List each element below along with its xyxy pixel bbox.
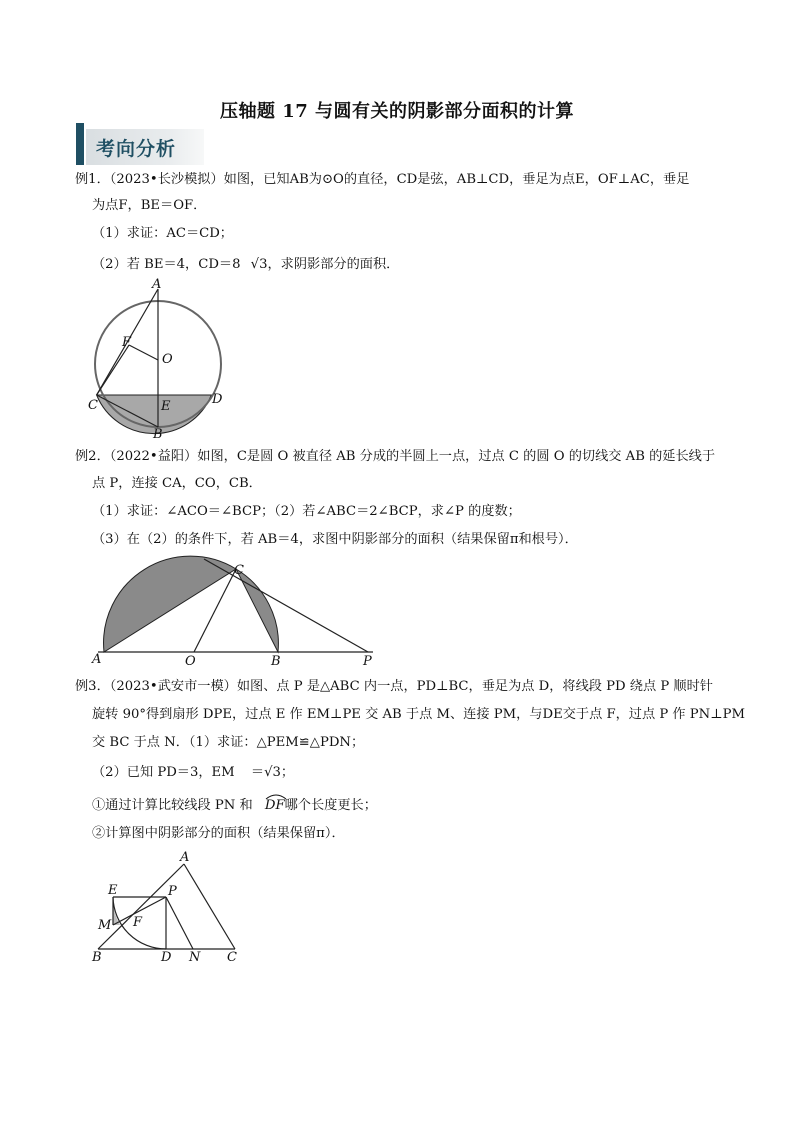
example1-label-a: A xyxy=(152,278,162,292)
example3-label-a: A xyxy=(180,850,190,865)
example2-line1: 例2．（2022•益阳）如图，C是圆 O 被直径 AB 分成的半圆上一点，过点 C 的圆 O 的切线交 AB 的延长线于 xyxy=(75,449,716,464)
example1-question2 xyxy=(92,257,399,273)
page-title: 压轴题 17 与圆有关的阴影部分面积的计算 xyxy=(219,101,575,122)
example1-segment-fo xyxy=(129,345,158,360)
example1-label-d: D xyxy=(212,392,223,407)
example2-question3: （3）在（2）的条件下，若 AB＝4，求图中阴影部分的面积（结果保留π和根号）． xyxy=(92,532,578,547)
example3-label-b: B xyxy=(92,950,102,965)
example3-subquestion1 xyxy=(92,798,377,814)
example1-q2-sqrt: √3 xyxy=(250,257,268,272)
example3-q2-part-a: （2）已知 PD＝3，EM xyxy=(92,765,235,780)
example3-label-e: E xyxy=(108,883,118,898)
example3-sub1-tail: 哪个长度更长； xyxy=(284,798,377,813)
example2-label-c: C xyxy=(234,563,244,578)
example3-subquestion2: ②计算图中阴影部分的面积（结果保留π）． xyxy=(92,826,345,841)
example1-q2-part-a: （2）若 BE＝4，CD＝8 xyxy=(92,257,241,272)
example3-line2: 旋转 90°得到扇形 DPE，过点 E 作 EM⊥PE 交 AB 于点 M、连接 PM，与DE交于点 F，过点 P 作 PN⊥PM xyxy=(92,707,745,722)
example3-line1: 例3．（2023•武安市一模）如图、点 P 是△ABC 内一点，PD⊥BC，垂足为点 D，将线段 PD 绕点 P 顺时针 xyxy=(75,679,713,694)
example2-question1: （1）求证：∠ACO＝∠BCP；（2）若∠ABC＝2∠BCP，求∠P 的度数； xyxy=(92,504,521,519)
example3-label-m: M xyxy=(98,918,112,933)
example1-segment-cf xyxy=(97,345,129,395)
example2-label-p: P xyxy=(363,654,372,669)
example1-question1: （1）求证：AC＝CD； xyxy=(92,226,233,241)
example3-label-p: P xyxy=(168,884,177,899)
example3-line3: 交 BC 于点 N．（1）求证：△PEM≌△PDN； xyxy=(92,735,365,750)
example2-tangent-cp xyxy=(204,559,368,652)
example3-arc-mark xyxy=(265,793,287,799)
example1-label-f: F xyxy=(122,335,132,350)
example2-label-a: A xyxy=(92,652,102,667)
example3-figure xyxy=(88,848,248,968)
example1-label-b: B xyxy=(153,427,163,442)
example2-line2: 点 P，连接 CA，CO，CB． xyxy=(92,476,262,491)
example3-line-ac xyxy=(184,864,235,949)
example2-shaded-region-ac xyxy=(104,556,236,652)
example1-label-c: C xyxy=(88,398,98,413)
example1-label-e: E xyxy=(161,399,171,414)
banner-accent-bar xyxy=(76,123,84,165)
section-banner xyxy=(76,123,204,165)
banner-label: 考向分析 xyxy=(96,138,177,160)
example2-shaded-region-cb xyxy=(236,569,278,652)
example3-label-f: F xyxy=(133,915,143,930)
example3-question2 xyxy=(92,765,294,781)
example2-figure xyxy=(88,555,388,670)
example1-figure xyxy=(86,278,236,443)
example3-label-n: N xyxy=(189,950,201,965)
example3-sub1-text: ①通过计算比较线段 PN 和 xyxy=(92,798,253,813)
example3-label-d: D xyxy=(161,950,172,965)
example3-label-c: C xyxy=(227,950,237,965)
example3-q2-part-b: ＝√3； xyxy=(250,765,295,780)
example1-q2-part-b: ，求阴影部分的面积． xyxy=(267,257,400,272)
example1-label-o: O xyxy=(162,352,173,367)
example2-label-o: O xyxy=(185,654,196,669)
example1-line2: 为点F，BE＝OF． xyxy=(92,198,207,213)
example3-segment-pn xyxy=(166,897,193,949)
example1-line1: 例1．（2023•长沙模拟）如图，已知AB为⊙O的直径，CD是弦，AB⊥CD，垂足为点E，OF⊥AC，垂足 xyxy=(75,172,690,187)
example3-arc-df: DF xyxy=(265,798,285,814)
example2-label-b: B xyxy=(271,654,281,669)
